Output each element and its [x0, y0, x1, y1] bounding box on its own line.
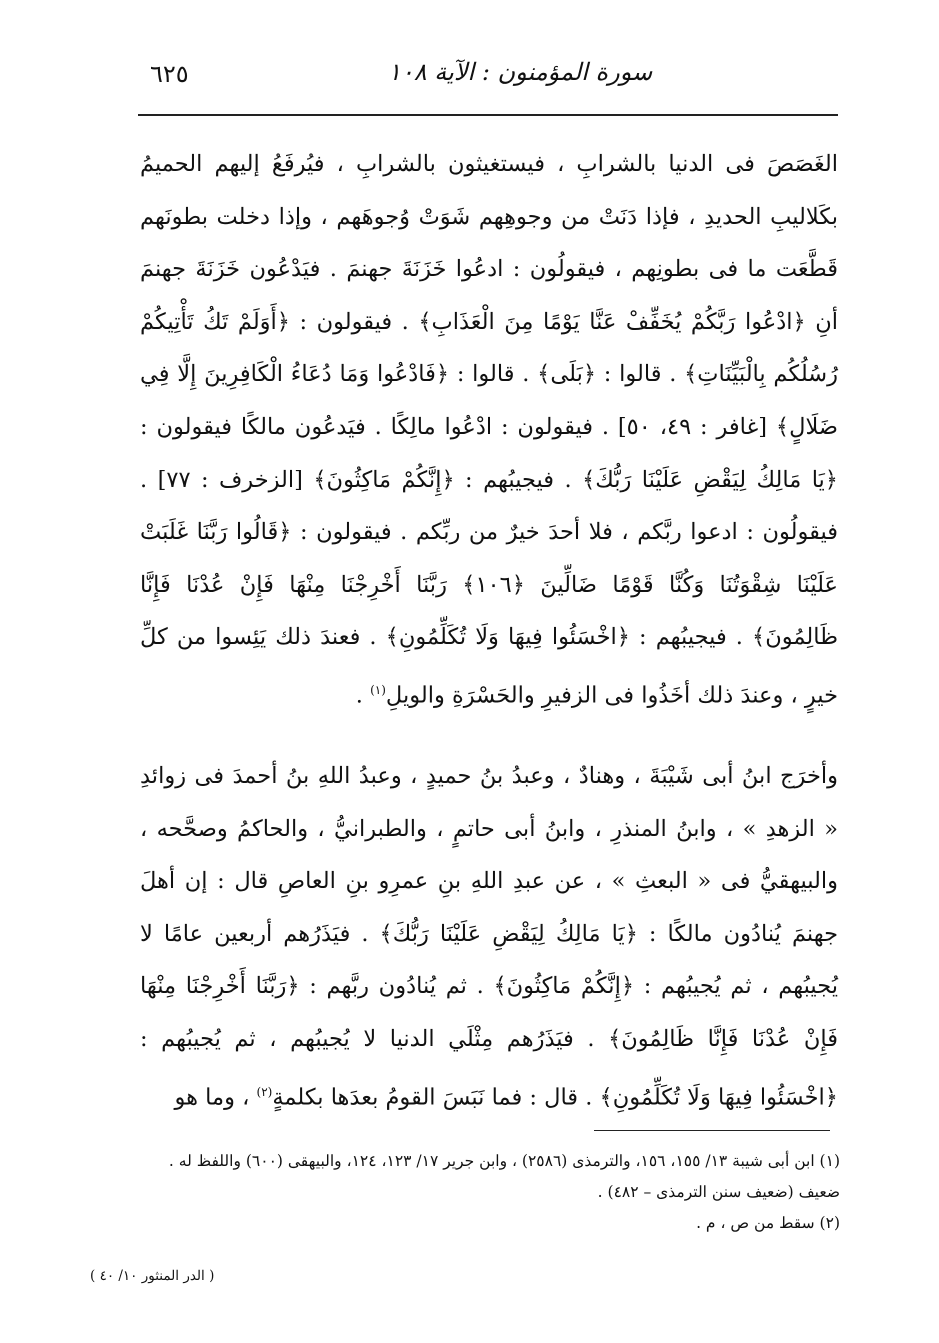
footnote-marker: (٢)	[256, 1084, 273, 1099]
footnotes	[140, 1146, 840, 1239]
page-header	[138, 52, 838, 116]
footnote-divider	[594, 1130, 830, 1131]
paragraph	[140, 138, 838, 722]
page-number: ٦٢٥	[150, 60, 189, 88]
footnote: (١) ابن أبى شيبة ١٣/ ١٥٥، ١٥٦، والترمذى (٢٥٨٦) ، وابن جرير ١٧/ ١٢٣، ١٢٤، والبيهقى (٦٠٠) واللفظ له . ضعيف (ضعيف سنن الترمذى – ٤٨٢) .	[168, 1152, 840, 1201]
paragraph	[140, 750, 838, 1124]
source-reference: ( الدر المنثور ١٠/ ٤٠ )	[90, 1268, 215, 1284]
paragraph-text: وأخرَج ابنُ أبى شَيْبَةَ ، وهنادٌ ، وعبدُ بنُ حميدٍ ، وعبدُ اللهِ بنُ أحمدَ فى زوائدِ « الزهدِ » ، وابنُ المنذرِ ، وابنُ أبى حاتمٍ ، والطبرانيُّ ، والحاكمُ وصحَّحه ، والبيهقيُّ فى « البعثِ » ، عن عبدِ اللهِ بنِ عمرِو بنِ العاصِ قال : إن أهلَ جهنمَ يُنادُون مالكًا : ﴿يَا مَالِكُ لِيَقْضِ عَلَيْنَا رَبُّكَ﴾ . فيَذَرُهم أربعين عامًا لا يُجيبُهم ، ثم يُجيبُهم : ﴿إِنَّكُمْ مَاكِثُونَ﴾ . ثم يُنادُون ربَّهم : ﴿رَبَّنَا أَخْرِجْنَا مِنْهَا فَإِنْ عُدْنَا فَإِنَّا ظَالِمُونَ﴾ . فيَذَرُهم مِثْلَي الدنيا لا يُجيبُهم ، ثم يُجيبُهم : ﴿اخْسَئُوا فِيهَا وَلَا تُكَلِّمُونِ﴾ . قال : فما نَبَسَ القومُ بعدَها بكلمةٍ	[140, 763, 838, 1111]
paragraph-text: الغَصَصَ فى الدنيا بالشرابِ ، فيستغيثون بالشرابِ ، فيُرفَعُ إليهم الحميمُ بكَلاليبِ الحديدِ ، فإذا دَنَتْ من وجوهِهم شَوَتْ وُجوهَهم ، وإذا دخلت بطونَهم قَطَّعَت ما فى بطونِهم ، فيقولُون : ادعُوا خَزَنَةَ جهنمَ . فيَدْعُون خَزَنَةَ جهنمَ أنِ ﴿ادْعُوا رَبَّكُمْ يُخَفِّفْ عَنَّا يَوْمًا مِنَ الْعَذَابِ﴾ . فيقولون : ﴿أَوَلَمْ تَكُ تَأْتِيكُمْ رُسُلُكُم بِالْبَيِّنَاتِ﴾ . قالوا : ﴿بَلَى﴾ . قالوا : ﴿فَادْعُوا وَمَا دُعَاءُ الْكَافِرِينَ إِلَّا فِي ضَلَالٍ﴾ [غافر : ٤٩، ٥٠] . فيقولون : ادْعُوا مالِكًا . فيَدعُون مالكًا فيقولون : ﴿يَا مَالِكُ لِيَقْضِ عَلَيْنَا رَبُّكَ﴾ . فيجيبُهم : ﴿إِنَّكُمْ مَاكِثُونَ﴾ [الزخرف : ٧٧] . فيقولُون : ادعوا ربَّكم ، فلا أحدَ خيرٌ من ربِّكم . فيقولون : ﴿قَالُوا رَبَّنَا غَلَبَتْ عَلَيْنَا شِقْوَتُنَا وَكُنَّا قَوْمًا ضَالِّينَ ﴿١٠٦﴾ رَبَّنَا أَخْرِجْنَا مِنْهَا فَإِنْ عُدْنَا فَإِنَّا ظَالِمُونَ﴾ . فيجيبُهم : ﴿اخْسَئُوا فِيهَا وَلَا تُكَلِّمُونِ﴾ . فعندَ ذلك يَئِسوا من كلِّ خيرٍ ، وعندَ ذلك أخَذُوا فى الزفيرِ والحَسْرَةِ والويلِ	[140, 151, 838, 709]
main-text	[140, 138, 838, 1124]
running-title: سورة المؤمنون : الآية ١٠٨	[388, 58, 653, 86]
footnote-marker: (١)	[370, 682, 386, 697]
paragraph-end: .	[355, 682, 371, 709]
footnote: (٢) سقط من ص ، م .	[696, 1214, 840, 1232]
paragraph-end: ، وما هو	[174, 1084, 257, 1111]
